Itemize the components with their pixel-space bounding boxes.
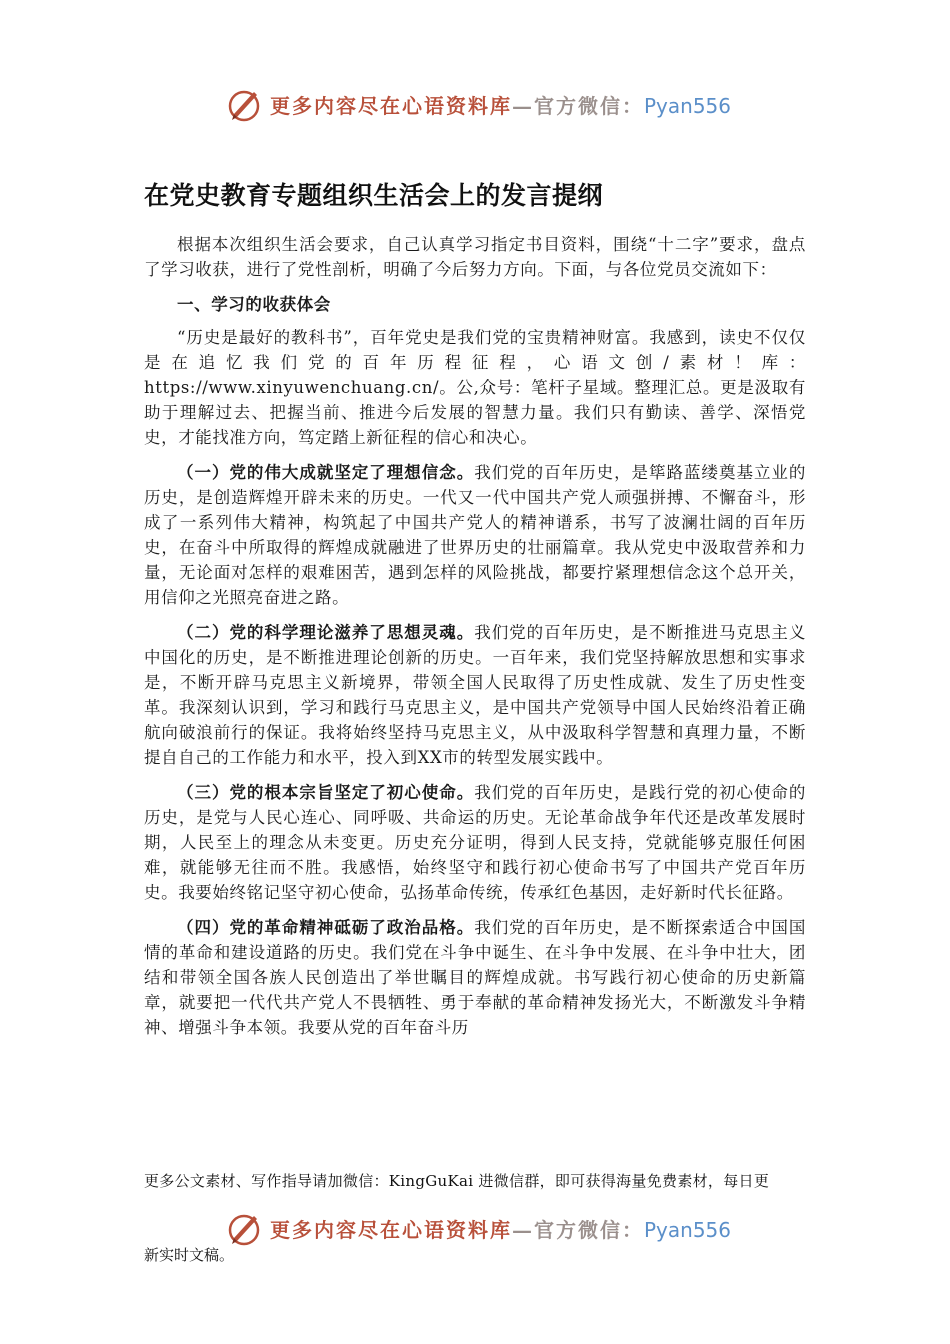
header-watermark-banner bbox=[224, 84, 731, 124]
document-title: 在党史教育专题组织生活会上的发言提纲 bbox=[144, 181, 604, 210]
item-text: 我们党的百年历史，是筚路蓝缕奠基立业的历史，是创造辉煌开辟未来的历史。一代又一代中国共产党人顽强拼搏、不懈奋斗，形成了一系列伟大精神，构筑起了中国共产党人的精神谱系，书写了波澜壮阔的百年历史，在奋斗中所取得的辉煌成就融进了世界历史的壮丽篇章。我从党史中汲取营养和力量，无论面对怎样的艰难困苦，遇到怎样的风险挑战，都要拧紧理想信念这个总开关，用信仰之光照亮奋进之路。 bbox=[144, 463, 807, 607]
document-body bbox=[144, 232, 806, 1050]
item-lead: （四）党的革命精神砥砺了政治品格。 bbox=[177, 918, 475, 937]
footer-promo-text-cont: 新实时文稿。 bbox=[144, 1246, 235, 1264]
item-paragraph bbox=[144, 620, 806, 770]
banner-wechat-label: —官方微信： bbox=[512, 1217, 644, 1242]
item-text: 我们党的百年历史，是不断推进马克思主义中国化的历史，是不断推进理论创新的历史。一百年来，我们党坚持解放思想和实事求是，不断开辟马克思主义新境界，带领全国人民取得了历史性成就、发生了历史性变革。我深刻认识到，学习和践行马克思主义，是中国共产党领导中国人民始终沿着正确航向破浪前行的保证。我将始终坚持马克思主义，从中汲取科学智慧和真理力量，不断提自自己的工作能力和水平，投入到XX市的转型发展实践中。 bbox=[144, 623, 807, 767]
item-lead: （二）党的科学理论滋养了思想灵魂。 bbox=[177, 623, 475, 642]
item-text: 我们党的百年历史，是不断探索适合中国国情的革命和建设道路的历史。我们党在斗争中诞生、在斗争中发展、在斗争中壮大，团结和带领全国各族人民创造出了举世瞩目的辉煌成就。书写践行初心使命的历史新篇章，就要把一代代共产党人不畏牺牲、勇于奉献的革命精神发扬光大，不断激发斗争精神、增强斗争本领。我要从党的百年奋斗历 bbox=[144, 918, 807, 1037]
history-paragraph: “历史是最好的教科书”，百年党史是我们党的宝贵精神财富。我感到，读史不仅仅是在追忆我们党的百年历程征程，心语文创/素材！库：https://www.xinyuwenchuang.cn/。公,众号：笔杆子星域。整理汇总。更是汲取有助于理解过去、把握当前、推进今后发展的智慧力量。我们只有勤读、善学、深悟党史，才能找准方向，笃定踏上新征程的信心和决心。 bbox=[144, 328, 806, 447]
item-paragraph bbox=[144, 780, 806, 905]
banner-wechat-label: —官方微信： bbox=[512, 93, 644, 118]
item-paragraph bbox=[144, 915, 806, 1040]
item-lead: （三）党的根本宗旨坚定了初心使命。 bbox=[177, 783, 475, 802]
banner-wechat-id: Pyan556 bbox=[644, 1217, 732, 1242]
pen-logo-icon bbox=[224, 84, 264, 124]
item-lead: （一）党的伟大成就坚定了理想信念。 bbox=[177, 463, 475, 482]
section-heading: 一、学习的收获体会 bbox=[177, 295, 331, 314]
banner-brand-text: 更多内容尽在心语资料库 bbox=[270, 93, 512, 118]
banner-brand-text: 更多内容尽在心语资料库 bbox=[270, 1217, 512, 1242]
banner-wechat-id: Pyan556 bbox=[644, 93, 732, 118]
item-text: 我们党的百年历史，是践行党的初心使命的历史，是党与人民心连心、同呼吸、共命运的历史。无论革命战争年代还是改革发展时期，人民至上的理念从未变更。历史充分证明，得到人民支持，党就能够克服任何困难，就能够无往而不胜。我感悟，始终坚守和践行初心使命书写了中国共产党百年历史。我要始终铭记坚守初心使命，弘扬革命传统，传承红色基因，走好新时代长征路。 bbox=[144, 783, 807, 902]
footer-promo-text: 更多公文素材、写作指导请加微信：KingGuKai 进微信群，即可获得海量免费素材，每日更 bbox=[144, 1172, 770, 1190]
item-paragraph bbox=[144, 460, 806, 610]
footer-watermark-banner bbox=[224, 1208, 731, 1248]
intro-paragraph: 根据本次组织生活会要求，自己认真学习指定书目资料，围绕“十二字”要求，盘点了学习收获，进行了党性剖析，明确了今后努力方向。下面，与各位党员交流如下： bbox=[144, 235, 806, 279]
pen-logo-icon bbox=[224, 1208, 264, 1248]
